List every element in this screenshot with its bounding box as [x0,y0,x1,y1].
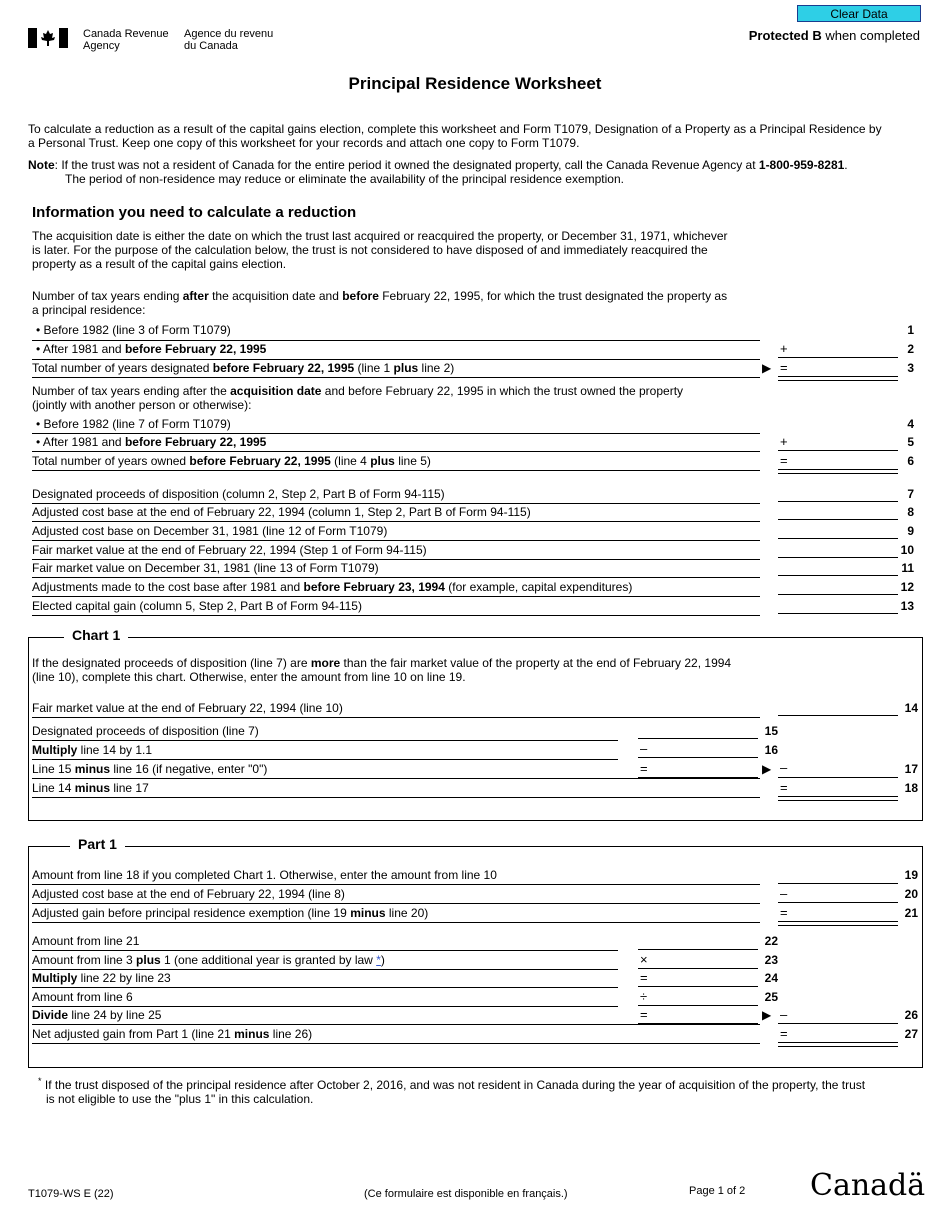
l3-b: before February 22, 1995 [212,361,355,375]
plus-operator: + [780,341,788,356]
q2-b: acquisition date [230,384,322,398]
c1-p1-b: more [310,656,341,670]
l6-b: before February 22, 1995 [189,454,331,468]
agency-en-line1: Canada Revenue [83,28,169,40]
l3-a: Total number of years designated [32,361,213,375]
c1-p1-c: than the fair market value of the property at the end of February 22, 1994 [340,656,732,670]
l12-c: (for example, capital expenditures) [444,580,633,594]
line-2-text: • After 1981 and [36,342,125,356]
row-divider [32,922,760,923]
line-number: 13 [900,599,914,613]
row-divider [32,797,760,798]
row-divider [32,759,618,760]
line-8-input[interactable] [778,519,898,520]
protected-suffix: when completed [821,28,920,43]
line-number: 9 [907,524,914,538]
l17-a: Line 15 [32,762,75,776]
intro-line1: To calculate a reduction as a result of the capital gains election, complete this worksheet and Form T1079, Designation of a Property as a Principal Residence by [28,122,882,136]
line-number: 23 [764,953,778,967]
line-11-input[interactable] [778,575,898,576]
row-divider [32,615,760,616]
l21-a: Adjusted gain before principal residence exemption (line 19 [32,906,351,920]
q1-d: before [342,289,379,303]
arrow-icon: ▶ [762,1008,772,1022]
line-26-input[interactable] [778,1023,898,1024]
equals-operator: = [780,360,788,375]
intro-paragraph [28,122,882,150]
l17-c: line 16 (if negative, enter "0") [110,762,268,776]
l23-c: 1 (one additional year is granted by law [160,953,377,967]
line-23-label [32,953,385,967]
row-divider [32,596,760,597]
q2-c: and before February 22, 1995 in which the trust owned the property [321,384,684,398]
line-number: 18 [904,781,918,795]
row-divider [32,433,760,434]
l23-e: ) [380,953,385,967]
l12-a: Adjustments made to the cost base after 1981 and [32,580,304,594]
equals-operator: = [780,905,788,920]
q1-e: February 22, 1995, for which the trust designated the property as [378,289,728,303]
line-18-label [32,781,149,795]
line-20-label: Adjusted cost base at the end of February 22, 1994 (line 8) [32,887,345,901]
q2-d: (jointly with another person or otherwise): [32,398,252,412]
line-6-label [32,454,431,468]
equals-operator: = [780,453,788,468]
line-5-input[interactable] [778,450,898,451]
line-18-total[interactable] [778,796,898,801]
minus-operator: – [640,741,648,756]
line-5-text: • After 1981 and [36,435,125,449]
line-2-input[interactable] [778,357,898,358]
l6-c: (line 4 [330,454,371,468]
line-26-label [32,1008,161,1022]
line-9-label: Adjusted cost base on December 31, 1981 (line 12 of Form T1079) [32,524,388,538]
line-14-label: Fair market value at the end of February 22, 1994 (line 10) [32,701,343,715]
intro-note [28,158,848,186]
line-5-label [36,435,266,449]
line-9-input[interactable] [778,538,898,539]
line-13-input[interactable] [778,613,898,614]
line-15-input[interactable] [638,738,758,739]
l6-d: plus [370,454,395,468]
line-24-label [32,971,171,985]
form-id: T1079-WS E (22) [28,1188,114,1200]
l16-b: line 14 by 1.1 [77,743,153,757]
line-2-bold: before February 22, 1995 [124,342,267,356]
l26-b: line 24 by line 25 [68,1008,162,1022]
line-14-input[interactable] [778,715,898,716]
row-divider [32,950,618,951]
line-10-label: Fair market value at the end of February 22, 1994 (Step 1 of Form 94-115) [32,543,427,557]
line-number: 11 [901,561,914,575]
row-divider [32,340,760,341]
line-22-input[interactable] [638,949,758,950]
l6-e: line 5) [394,454,431,468]
line-25-input[interactable] [638,1005,758,1006]
l12-b: before February 23, 1994 [303,580,445,594]
l26-a: Divide [32,1008,69,1022]
l24-a: Multiply [32,971,78,985]
line-24-input[interactable] [638,986,758,987]
line-number: 7 [907,487,914,501]
line-15-label: Designated proceeds of disposition (line 7) [32,724,259,738]
line-16-label [32,743,152,757]
row-divider [32,969,618,970]
question-owned [32,384,683,412]
equals-operator: = [640,1007,648,1022]
line-17-input[interactable] [778,777,898,778]
line-12-label [32,580,632,594]
minus-operator: – [780,886,788,901]
line-19-input[interactable] [778,883,898,884]
line-number: 20 [904,887,918,901]
l21-c: line 20) [385,906,429,920]
row-divider [32,884,760,885]
l3-e: line 2) [418,361,455,375]
l18-b: minus [74,781,111,795]
row-divider [32,987,618,988]
info-paragraph [32,229,728,271]
agency-name-en [83,28,169,52]
c1-p1-a: If the designated proceeds of disposition (line 7) are [32,656,311,670]
agency-en-line2: Agency [83,40,120,52]
info-p3: property as a result of the capital gains election. [32,257,287,271]
line-number: 6 [907,454,914,468]
note-text-a: : If the trust was not a resident of Canada for the entire period it owned the designated property, call the Canada Revenue Agency at [54,158,759,172]
row-divider [32,1043,760,1044]
section-heading-info: Information you need to calculate a reduction [32,204,357,221]
line-number: 25 [764,990,778,1004]
line-3-label [32,361,454,375]
footnote-star: * [38,1076,42,1086]
line-23-input[interactable] [638,968,758,969]
arrow-icon: ▶ [762,762,772,776]
line-number: 15 [764,724,778,738]
line-5-bold: before February 22, 1995 [124,435,267,449]
info-p1: The acquisition date is either the date on which the trust last acquired or reacquired the property, or December 31, 1971, whichever [32,229,728,243]
line-8-label: Adjusted cost base at the end of February 22, 1994 (column 1, Step 2, Part B of Form 94-115) [32,505,531,519]
l18-c: line 17 [110,781,149,795]
canada-wordmark: Canadä [810,1168,926,1203]
l3-c: (line 1 [354,361,394,375]
row-divider [32,359,760,360]
line-number: 4 [907,417,914,431]
l23-b: plus [136,953,161,967]
line-number: 27 [904,1027,918,1041]
row-divider [32,778,760,779]
line-11-label: Fair market value on December 31, 1981 (line 13 of Form T1079) [32,561,379,575]
note-text-b: . [844,158,848,172]
protected-status [749,28,920,43]
l27-c: line 26) [269,1027,313,1041]
c1-p2: (line 10), complete this chart. Otherwise, enter the amount from line 10 on line 19. [32,670,466,684]
chart-1-intro [32,656,731,684]
line-number: 24 [764,971,778,985]
row-divider [32,470,760,471]
line-number: 12 [900,580,914,594]
q1-f: a principal residence: [32,303,146,317]
line-1-label: • Before 1982 (line 3 of Form T1079) [36,323,231,337]
footnote-line1: If the trust disposed of the principal residence after October 2, 2016, and was not resident in Canada during the year of acquisition of the property, the trust [44,1078,866,1092]
line-17-calc[interactable] [638,777,758,778]
equals-operator: = [780,1026,788,1041]
line-number: 16 [764,743,778,757]
line-number: 17 [904,762,918,776]
agency-name-fr [184,28,273,52]
footnote-link[interactable]: * [376,953,381,967]
line-number: 1 [907,323,914,337]
question-designated [32,289,727,317]
arrow-icon: ▶ [762,361,772,375]
line-number: 19 [904,868,918,882]
l21-b: minus [350,906,386,920]
line-number: 3 [907,361,914,375]
line-10-input[interactable] [778,557,898,558]
row-divider [32,903,760,904]
line-number: 10 [900,543,914,557]
chart-1-title: Chart 1 [64,627,128,643]
equals-operator: = [780,780,788,795]
line-number: 2 [907,342,914,356]
line-12-input[interactable] [778,594,898,595]
l17-b: minus [74,762,111,776]
times-operator: × [640,952,648,967]
protected-label: Protected B [748,28,822,43]
row-divider [32,717,760,718]
l23-a: Amount from line 3 [32,953,137,967]
line-7-input[interactable] [778,501,898,502]
agency-fr-line2: du Canada [184,40,238,52]
line-26-calc[interactable] [638,1023,758,1024]
line-number: 8 [907,505,914,519]
line-21-label [32,906,428,920]
line-20-input[interactable] [778,902,898,903]
line-3-total[interactable] [778,376,898,381]
plus-operator: + [780,434,788,449]
l24-b: line 22 by line 23 [77,971,171,985]
agency-fr-line1: Agence du revenu [184,28,274,40]
line-25-label: Amount from line 6 [32,990,133,1004]
page-title: Principal Residence Worksheet [348,74,602,93]
row-divider [32,377,760,378]
line-4-label: • Before 1982 (line 7 of Form T1079) [36,417,231,431]
line-13-label: Elected capital gain (column 5, Step 2, Part B of Form 94-115) [32,599,362,613]
info-p2: is later. For the purpose of the calculation below, the trust is not considered to have disposed of and immediately reacquired the [32,243,708,257]
minus-operator: – [780,1007,788,1022]
q1-c: the acquisition date and [208,289,343,303]
line-27-total[interactable] [778,1042,898,1047]
l27-b: minus [234,1027,270,1041]
row-divider [32,521,760,522]
row-divider [32,577,760,578]
equals-operator: = [640,970,648,985]
line-6-total[interactable] [778,469,898,474]
row-divider [32,503,760,504]
line-number: 22 [764,934,778,948]
row-divider [32,1006,618,1007]
note-label: Note [28,158,55,172]
french-availability: (Ce formulaire est disponible en français.) [364,1188,568,1200]
divide-operator: ÷ [640,989,648,1004]
minus-operator: – [780,760,788,775]
clear-data-button[interactable]: Clear Data [797,5,921,22]
note-phone: 1-800-959-8281 [758,158,845,172]
row-divider [32,559,760,560]
line-17-label [32,762,267,776]
line-number: 21 [904,906,918,920]
row-divider [32,740,618,741]
equals-operator: = [640,761,648,776]
line-2-label [36,342,266,356]
line-22-label: Amount from line 21 [32,934,140,948]
line-16-input[interactable] [638,757,758,758]
row-divider [32,1024,760,1025]
line-7-label: Designated proceeds of disposition (column 2, Step 2, Part B of Form 94-115) [32,487,445,501]
intro-line2: a Personal Trust. Keep one copy of this worksheet for your records and attach one copy to Form T1079. [28,136,580,150]
line-number: 5 [907,435,914,449]
note-line2: The period of non-residence may reduce or eliminate the availability of the principal residence exemption. [65,172,624,186]
l27-a: Net adjusted gain from Part 1 (line 21 [32,1027,235,1041]
q1-a: Number of tax years ending [32,289,183,303]
line-number: 14 [904,701,918,715]
row-divider [32,540,760,541]
line-19-label: Amount from line 18 if you completed Chart 1. Otherwise, enter the amount from line 10 [32,868,497,882]
page-number: Page 1 of 2 [689,1185,746,1197]
line-number: 26 [904,1008,918,1022]
l6-a: Total number of years owned [32,454,190,468]
l18-a: Line 14 [32,781,75,795]
footnote [38,1074,865,1106]
line-21-total[interactable] [778,921,898,926]
footnote-line2: is not eligible to use the "plus 1" in this calculation. [46,1092,314,1106]
q2-a: Number of tax years ending after the [32,384,231,398]
q1-b: after [182,289,209,303]
l16-a: Multiply [32,743,78,757]
part-1-title: Part 1 [70,836,125,852]
row-divider [32,451,760,452]
canada-flag-icon [28,28,68,51]
l3-d: plus [393,361,419,375]
line-27-label [32,1027,312,1041]
